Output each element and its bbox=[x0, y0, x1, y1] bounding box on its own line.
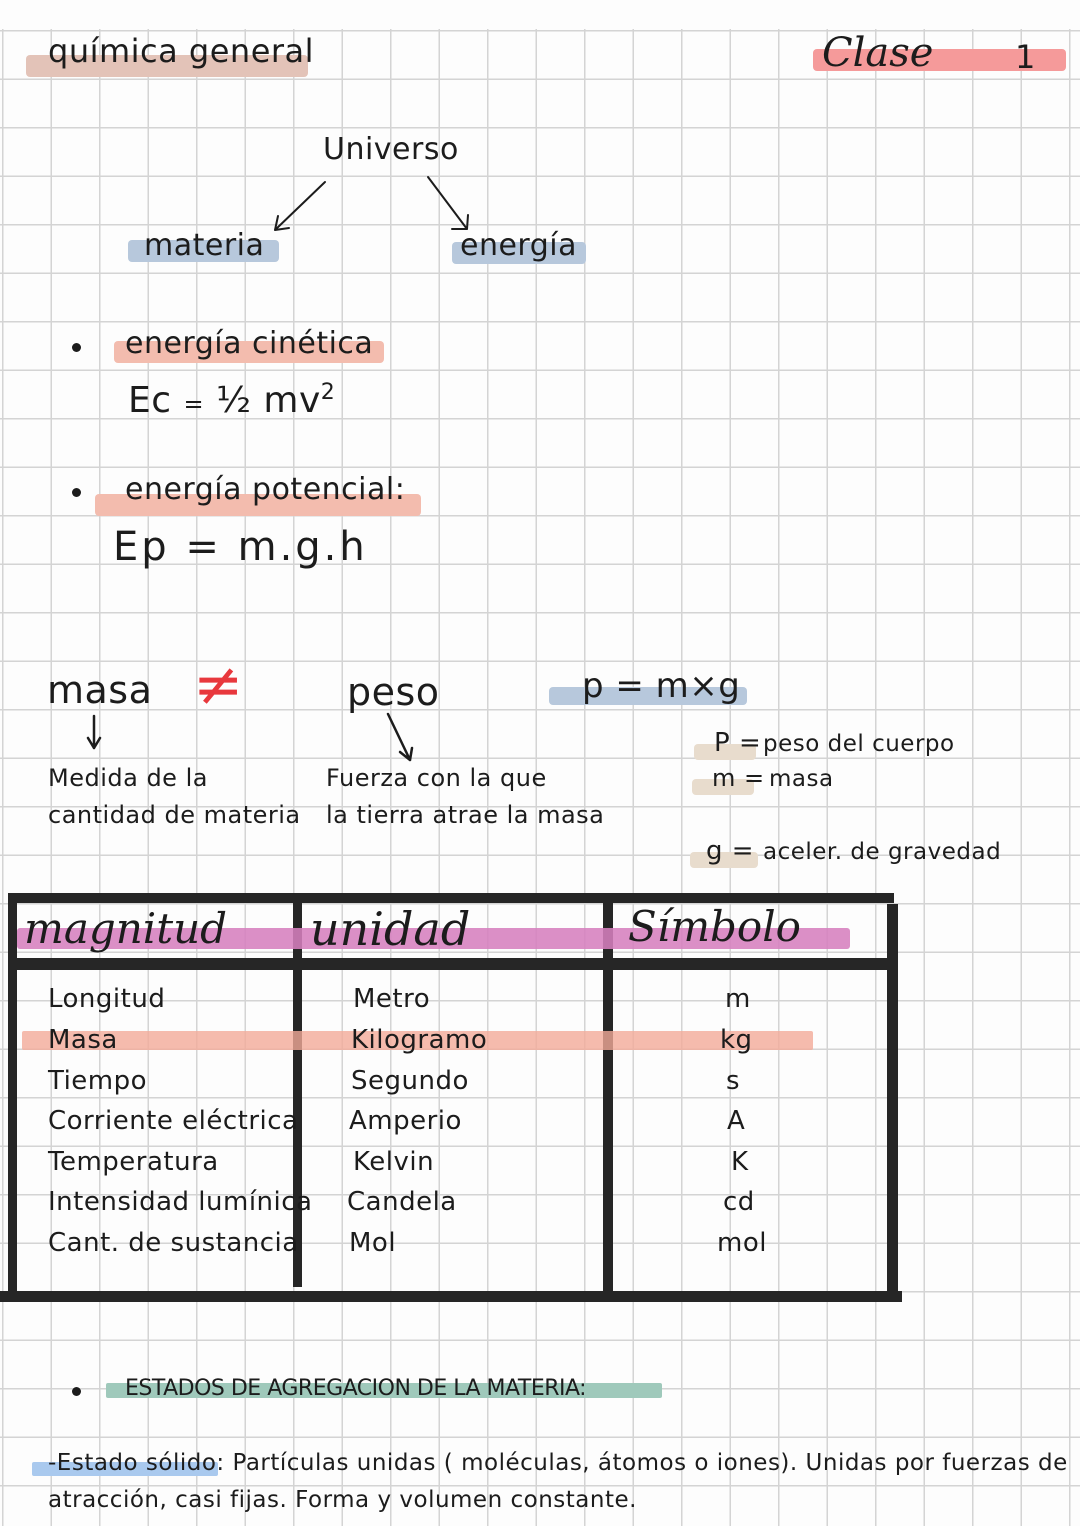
cell-unit: Mol bbox=[349, 1228, 397, 1258]
legend-m-symbol: m = bbox=[712, 764, 765, 792]
solid-paragraph-line2: atracción, casi fijas. Forma y volumen constante. bbox=[48, 1487, 637, 1513]
kinetic-exp: 2 bbox=[320, 380, 336, 405]
bullet-states bbox=[72, 1387, 81, 1396]
cell-symbol: m bbox=[725, 984, 751, 1014]
table-header-separator bbox=[8, 958, 896, 970]
legend-m-meaning: masa bbox=[769, 766, 834, 792]
diagram-root: Universo bbox=[323, 132, 459, 167]
kinetic-rhs: mv bbox=[263, 380, 321, 421]
header-unidad: unidad bbox=[310, 902, 471, 956]
not-equal-sign: ≠ bbox=[193, 650, 244, 720]
kinetic-eq: = bbox=[183, 390, 205, 418]
cell-unit: Amperio bbox=[349, 1106, 462, 1136]
cell-magnitude: Tiempo bbox=[48, 1066, 148, 1096]
legend-g-meaning: aceler. de gravedad bbox=[763, 839, 1002, 865]
weight-term: peso bbox=[347, 670, 440, 714]
mass-definition-line1: Medida de la bbox=[48, 764, 208, 792]
weight-formula: p = m×g bbox=[582, 666, 741, 706]
mass-definition-line2: cantidad de materia bbox=[48, 801, 301, 829]
kinetic-frac: ½ bbox=[216, 380, 252, 421]
legend-p-symbol: P = bbox=[714, 728, 762, 758]
cell-symbol: A bbox=[727, 1106, 746, 1136]
potential-title: energía potencial: bbox=[125, 472, 406, 507]
weight-definition-line1: Fuerza con la que bbox=[326, 764, 547, 792]
states-heading: ESTADOS DE AGREGACION DE LA MATERIA: bbox=[125, 1376, 587, 1401]
table-divider-2 bbox=[603, 893, 613, 1298]
solid-label: -Estado sólido: bbox=[48, 1450, 225, 1476]
cell-unit: Metro bbox=[353, 984, 431, 1014]
kinetic-title: energía cinética bbox=[125, 326, 374, 361]
diagram-right-child: energía bbox=[460, 228, 577, 263]
cell-symbol: K bbox=[731, 1147, 749, 1177]
kinetic-lhs: Ec bbox=[128, 380, 172, 421]
class-number: 1 bbox=[1015, 38, 1036, 76]
legend-p-meaning: peso del cuerpo bbox=[763, 731, 955, 757]
cell-magnitude: Intensidad lumínica bbox=[48, 1187, 313, 1217]
potential-formula: Ep = m.g.h bbox=[113, 524, 368, 570]
cell-magnitude: Masa bbox=[48, 1025, 118, 1055]
weight-definition-line2: la tierra atrae la masa bbox=[326, 801, 605, 829]
diagram-left-child: materia bbox=[144, 228, 265, 263]
solid-paragraph-line1 bbox=[48, 1450, 1068, 1476]
cell-symbol: cd bbox=[723, 1187, 755, 1217]
cell-symbol: kg bbox=[720, 1025, 753, 1055]
cell-magnitude: Longitud bbox=[48, 984, 166, 1014]
cell-magnitude: Temperatura bbox=[48, 1147, 219, 1177]
header-simbolo: Símbolo bbox=[628, 902, 801, 951]
table-bottom-border bbox=[0, 1291, 902, 1302]
class-label-text: Clase bbox=[822, 30, 934, 76]
legend-g-symbol: g = bbox=[706, 836, 755, 866]
header-magnitud: magnitud bbox=[24, 904, 228, 953]
cell-symbol: mol bbox=[717, 1228, 767, 1258]
table-left-border bbox=[8, 893, 17, 1298]
cell-symbol: s bbox=[726, 1066, 741, 1096]
cell-unit: Kelvin bbox=[353, 1147, 435, 1177]
cell-unit: Kilogramo bbox=[351, 1025, 488, 1055]
solid-text-line1: Partículas unidas ( moléculas, átomos o iones). Unidas por fuerzas de bbox=[224, 1450, 1068, 1476]
subject-title: química general bbox=[48, 32, 315, 70]
cell-unit: Segundo bbox=[351, 1066, 469, 1096]
cell-unit: Candela bbox=[347, 1187, 457, 1217]
cell-magnitude: Corriente eléctrica bbox=[48, 1106, 299, 1136]
cell-magnitude: Cant. de sustancia bbox=[48, 1228, 299, 1258]
mass-term: masa bbox=[47, 668, 153, 712]
